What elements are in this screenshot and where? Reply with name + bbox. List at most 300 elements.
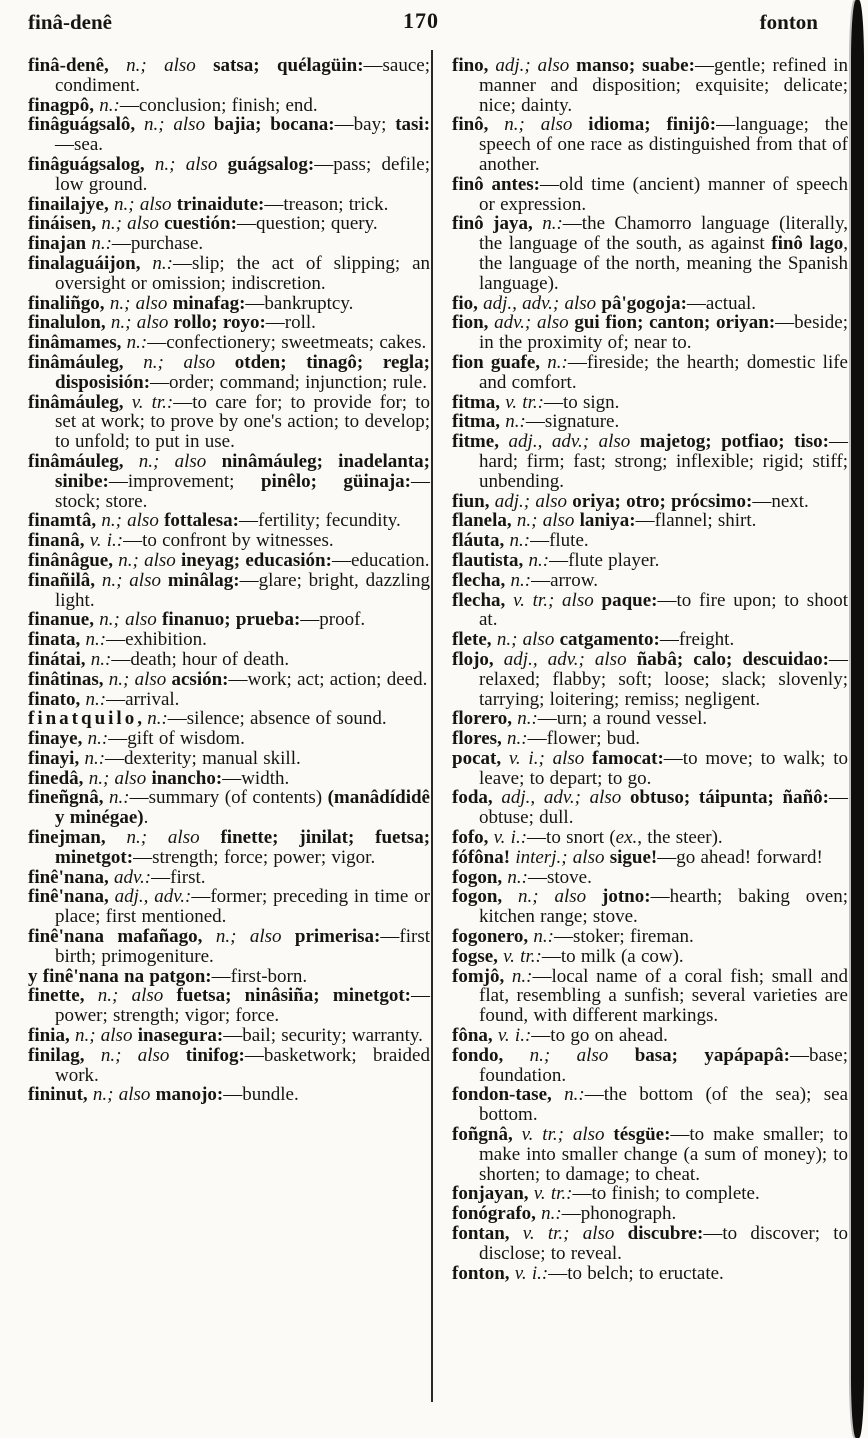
dictionary-entry xyxy=(28,788,430,828)
entry-text: otden; tinagô; regla; disposisión: xyxy=(55,351,430,393)
entry-text: idioma; finijô: xyxy=(588,114,717,136)
entry-headword: flores, xyxy=(452,728,508,750)
entry-text: —relaxed; flabby; soft; loose; slack; slovenly; tarrying; loitering; remiss; negligent. xyxy=(479,648,848,710)
entry-text: adj., adv.; also xyxy=(508,431,640,453)
entry-text: —arrow. xyxy=(531,569,598,591)
dictionary-entry xyxy=(28,313,430,333)
entry-headword: fomjô, xyxy=(452,965,512,987)
entry-text: finette; jinilat; fuetsa; minetgot: xyxy=(55,827,431,868)
entry-text: —former; preceding in time or place; first mentioned. xyxy=(55,886,430,928)
entry-text: n.; also xyxy=(88,767,152,789)
dictionary-entry xyxy=(28,531,430,551)
entry-text: —power; strength; vigor; force. xyxy=(55,985,430,1027)
entry-headword: finalulon, xyxy=(28,312,111,334)
dictionary-entry xyxy=(452,591,848,631)
entry-text: famocat: xyxy=(592,747,664,769)
dictionary-entry xyxy=(452,1125,848,1184)
entry-text: v. i.: xyxy=(89,530,124,552)
dictionary-entry xyxy=(452,650,848,709)
dictionary-entry xyxy=(452,1224,848,1264)
entry-text: —to milk (a cow). xyxy=(541,945,684,967)
dictionary-entry xyxy=(28,709,430,729)
entry-text: —dexterity; manual skill. xyxy=(105,747,301,769)
entry-headword: fófôna! xyxy=(452,846,516,868)
entry-text: —next. xyxy=(752,490,809,512)
entry-text: minâlag: xyxy=(167,569,240,591)
entry-headword: fofo, xyxy=(452,827,494,849)
entry-text: adj.; also xyxy=(495,55,577,76)
entry-text: laniya: xyxy=(579,510,636,532)
entry-text: n.: xyxy=(511,965,533,987)
entry-headword: finâmames, xyxy=(28,332,127,354)
entry-headword: finamtâ, xyxy=(28,510,102,532)
entry-headword: fondon-tase, xyxy=(452,1084,565,1106)
dictionary-entry xyxy=(28,828,430,868)
entry-headword: finânâgue, xyxy=(28,549,119,571)
entry-text: n.: xyxy=(510,569,532,591)
entry-text: n.; also xyxy=(138,450,222,472)
dictionary-entry xyxy=(28,155,430,195)
entry-text: n.: xyxy=(87,728,109,750)
entry-text: bajia; bocana: xyxy=(213,114,335,136)
entry-text: —slip; the act of slipping; an oversight or omission; indiscretion. xyxy=(55,252,431,294)
entry-text: n.: xyxy=(541,1203,562,1225)
entry-text: n.: xyxy=(533,926,554,948)
entry-text: —improvement; xyxy=(108,470,261,492)
dictionary-entry xyxy=(452,432,848,491)
entry-headword: finê'nana, xyxy=(28,886,115,908)
entry-headword: flanela, xyxy=(452,510,517,532)
entry-text: v. i.: xyxy=(493,827,528,849)
entry-text: pâ'gogoja: xyxy=(601,292,687,314)
entry-text: obtuso; táipunta; ñañô: xyxy=(629,787,829,809)
dictionary-entry xyxy=(28,96,430,116)
entry-headword: fininut, xyxy=(28,1084,93,1106)
entry-text: —the bottom (of the sea); sea bottom. xyxy=(479,1084,849,1126)
entry-headword: finâmáuleg, xyxy=(28,351,144,373)
entry-text: —hearth; baking oven; kitchen range; stove. xyxy=(479,886,848,928)
entry-text: —base; foundation. xyxy=(479,1044,848,1086)
entry-text: —width. xyxy=(222,767,290,789)
entry-text: —beside; in the proximity of; near to. xyxy=(479,312,848,354)
entry-text: ex. xyxy=(615,827,638,849)
entry-text: —to care for; to provide for; to set at work; to prove by one's action; to develop; to unfold; to put in use. xyxy=(55,391,431,453)
dictionary-entry xyxy=(28,56,430,96)
entry-text: —roll. xyxy=(265,312,316,334)
dictionary-entry xyxy=(452,175,848,215)
entry-headword: finayi, xyxy=(28,747,85,769)
dictionary-entry xyxy=(28,115,430,155)
entry-headword: pocat, xyxy=(452,747,509,769)
entry-text: adv.; also xyxy=(494,312,575,334)
entry-text: —to finish; to complete. xyxy=(572,1183,760,1205)
entry-text: n.: xyxy=(126,332,148,354)
entry-text: v. tr.: xyxy=(533,1183,573,1205)
entry-text: —education. xyxy=(331,549,430,571)
entry-text: n.; also xyxy=(118,549,181,571)
entry-text: fuetsa; ninâsiña; minetgot: xyxy=(176,985,411,1007)
entry-text: ñabâ; calo; descuidao: xyxy=(636,648,829,670)
entry-text: n.; also xyxy=(108,668,172,690)
entry-text: —to snort ( xyxy=(527,827,616,849)
entry-text: n.: xyxy=(90,648,112,670)
entry-headword: finia, xyxy=(28,1025,75,1047)
dictionary-entry xyxy=(452,887,848,927)
entry-headword: finê'nana, xyxy=(28,866,115,888)
dictionary-entry xyxy=(452,511,848,531)
entry-text: —order; command; injunction; rule. xyxy=(150,371,427,393)
entry-headword: fitme, xyxy=(452,431,509,453)
entry-text: —gentle; refined in manner and disposition; exquisite; delicate; nice; dainty. xyxy=(479,55,848,116)
dictionary-entry xyxy=(452,1026,848,1046)
entry-text: sigue! xyxy=(609,846,658,868)
entry-headword: fogon, xyxy=(452,886,519,908)
entry-text: adv.: xyxy=(114,866,152,888)
entry-headword: finâguágsalô, xyxy=(28,114,144,136)
entry-headword: finâ-denê, xyxy=(28,55,127,76)
dictionary-entry xyxy=(452,393,848,413)
entry-headword: finedâ, xyxy=(28,767,89,789)
entry-headword: fogon, xyxy=(452,866,508,888)
entry-text: —question; query. xyxy=(236,213,378,235)
entry-text: v. tr.; also xyxy=(521,1124,614,1146)
entry-text: adj., adv.; also xyxy=(483,292,602,314)
entry-text: catgamento: xyxy=(559,629,660,651)
entry-text: n.: xyxy=(507,866,528,888)
entry-text: gui fion; canton; oriyan: xyxy=(574,312,776,334)
entry-headword: finagpô, xyxy=(28,94,100,116)
entry-text: n.: xyxy=(84,747,106,769)
entry-text: —bail; security; warranty. xyxy=(223,1025,423,1047)
dictionary-entry xyxy=(452,967,848,1026)
entry-text: —signature. xyxy=(525,411,620,433)
dictionary-entry xyxy=(28,749,430,769)
dictionary-entry xyxy=(452,115,848,174)
dictionary-entry xyxy=(452,214,848,293)
entry-text: n.; also xyxy=(110,312,174,334)
dictionary-entry xyxy=(28,1085,430,1105)
entry-text: —death; hour of death. xyxy=(111,648,290,670)
entry-headword: flecha, xyxy=(452,589,514,611)
scan-edge-artifact xyxy=(851,0,864,1438)
dictionary-entry xyxy=(452,313,848,353)
dictionary-entry xyxy=(28,690,430,710)
entry-headword: flojo, xyxy=(452,648,504,670)
entry-headword: fitma, xyxy=(452,411,506,433)
dictionary-entry xyxy=(452,630,848,650)
entry-text: pinêlo; güinaja: xyxy=(260,470,411,492)
entry-headword: finô antes: xyxy=(452,173,541,195)
entry-text: n.; also xyxy=(126,55,214,76)
dictionary-entry xyxy=(28,452,430,511)
entry-text: interj.; also xyxy=(515,846,610,868)
entry-text: discubre: xyxy=(627,1223,704,1245)
entry-text: —to make smaller; to make into smaller change (a sum of money); to shorten; to damage; to cheat. xyxy=(479,1124,849,1185)
entry-text: n.: xyxy=(528,549,550,571)
entry-text: n.; also xyxy=(144,114,214,136)
entry-text: —flower; bud. xyxy=(527,728,640,750)
entry-text: n.: xyxy=(147,708,168,730)
entry-headword: finô, xyxy=(452,114,505,136)
page-header xyxy=(28,10,818,38)
entry-text: tinifog: xyxy=(185,1044,245,1066)
entry-text: —bundle. xyxy=(223,1084,299,1106)
entry-text: —actual. xyxy=(686,292,757,314)
dictionary-entry xyxy=(28,729,430,749)
entry-text: —first birth; primogeniture. xyxy=(55,926,430,967)
entry-text: —hard; firm; fast; strong; inflexible; rigid; stiff; unbending. xyxy=(479,431,848,492)
entry-text: —language; the speech of one race as distinguished from that of another. xyxy=(479,114,849,175)
entry-text: —proof. xyxy=(300,609,366,631)
dictionary-entry xyxy=(452,709,848,729)
entry-text: —purchase. xyxy=(111,233,204,255)
entry-headword: finañilâ, xyxy=(28,569,102,591)
entry-text: paque: xyxy=(601,589,658,611)
entry-headword: finalaguáijon, xyxy=(28,252,153,274)
entry-headword: finilag, xyxy=(28,1044,101,1066)
entry-text: , xyxy=(137,708,148,730)
entry-text: n.: xyxy=(547,351,568,373)
dictionary-entry xyxy=(452,749,848,789)
entry-text: tésgüe: xyxy=(613,1124,671,1146)
dictionary-entry xyxy=(28,670,430,690)
dictionary-entry xyxy=(452,788,848,828)
entry-headword: foda, xyxy=(452,787,502,809)
entry-headword: fiun, xyxy=(452,490,495,512)
entry-text: n.; also xyxy=(99,609,162,631)
dictionary-entry xyxy=(28,868,430,888)
entry-text: n.: xyxy=(564,1084,585,1106)
entry-text: —glare; bright, dazzling light. xyxy=(55,569,430,611)
entry-text: minafag: xyxy=(172,292,246,314)
entry-text: , the language of the north, meaning the Spanish language). xyxy=(479,233,849,294)
entry-text: inancho: xyxy=(151,767,223,789)
entry-text: —arrival. xyxy=(106,688,180,710)
entry-text: —to move; to walk; to leave; to depart; to go. xyxy=(479,747,848,789)
entry-text: manso; suabe: xyxy=(576,55,695,76)
entry-text: —stock; store. xyxy=(55,470,430,512)
entry-text: v. i.: xyxy=(497,1025,532,1047)
entry-headword: fonjayan, xyxy=(452,1183,534,1205)
dictionary-entry xyxy=(28,571,430,611)
entry-text: —gift of wisdom. xyxy=(108,728,245,750)
entry-text: —basketwork; braided work. xyxy=(55,1044,430,1086)
left-column xyxy=(28,56,430,1105)
dictionary-entry xyxy=(28,887,430,927)
entry-text: v. tr.; also xyxy=(513,589,602,611)
entry-text: —strength; force; power; vigor. xyxy=(133,846,376,868)
entry-text: —flute player. xyxy=(549,549,660,571)
entry-text: —stoker; fireman. xyxy=(554,926,694,948)
entry-headword: finê'nana mafañago, xyxy=(28,926,216,948)
entry-text: n.; also xyxy=(109,292,173,314)
entry-headword: y finê'nana na patgon: xyxy=(28,965,212,987)
entry-headword: florero, xyxy=(452,708,518,730)
right-column xyxy=(452,56,848,1283)
header-guide-word-right: fonton xyxy=(759,10,818,34)
entry-text: n.; also xyxy=(92,1084,156,1106)
entry-headword: fonógrafo, xyxy=(452,1203,542,1225)
dictionary-entry xyxy=(452,294,848,314)
entry-text: —flute. xyxy=(530,530,589,552)
entry-text: trinaidute: xyxy=(176,193,265,215)
dictionary-entry xyxy=(28,214,430,234)
entry-text: n.; also xyxy=(215,926,295,948)
entry-text: n.; also xyxy=(518,886,603,908)
entry-text: manojo: xyxy=(155,1084,224,1106)
entry-headword: finô jaya, xyxy=(452,213,543,235)
entry-text: n.; also xyxy=(114,193,177,215)
dictionary-entry xyxy=(28,630,430,650)
entry-text: —to discover; to disclose; to reveal. xyxy=(479,1223,849,1264)
entry-text: —stove. xyxy=(527,866,592,888)
entry-headword: fineñgnâ, xyxy=(28,787,109,809)
dictionary-entry xyxy=(452,492,848,512)
entry-text: oriya; otro; prócsimo: xyxy=(572,490,753,512)
entry-text: jotno: xyxy=(602,886,651,908)
entry-text: n.; also xyxy=(516,510,580,532)
entry-headword: finata, xyxy=(28,629,86,651)
entry-headword: flautista, xyxy=(452,549,529,571)
entry-text: , the steer). xyxy=(637,827,723,849)
entry-text: —freight. xyxy=(659,629,735,651)
entry-text: v. tr.: xyxy=(131,391,174,413)
entry-headword: finanâ, xyxy=(28,530,90,552)
entry-headword: finailajye, xyxy=(28,193,114,215)
entry-text: n.; also xyxy=(126,827,221,849)
entry-text: n.: xyxy=(91,233,112,255)
entry-headword: fogonero, xyxy=(452,926,534,948)
entry-headword: finejman, xyxy=(28,827,127,849)
entry-text: —exhibition. xyxy=(106,629,207,651)
dictionary-entry xyxy=(452,848,848,868)
entry-text: inasegura: xyxy=(137,1025,224,1047)
dictionary-entry xyxy=(452,1046,848,1086)
entry-text: ninâmáuleg; inadelanta; sinibe: xyxy=(55,450,431,492)
entry-text: n.: xyxy=(517,708,538,730)
entry-headword: fio, xyxy=(452,292,484,314)
entry-text: v. i.: xyxy=(514,1262,549,1284)
entry-text: adj., adv.; also xyxy=(501,787,630,809)
dictionary-entry xyxy=(28,333,430,353)
entry-text: . xyxy=(143,807,149,829)
dictionary-entry xyxy=(28,986,430,1026)
entry-text: tasi: xyxy=(395,114,431,136)
dictionary-entry xyxy=(28,1046,430,1086)
dictionary-entry xyxy=(28,927,430,967)
entry-headword: fondo, xyxy=(452,1044,530,1066)
entry-text: —sauce; condiment. xyxy=(55,55,431,96)
dictionary-entry xyxy=(452,947,848,967)
entry-text: satsa; quélagüin: xyxy=(213,55,364,76)
entry-headword: finâmáuleg, xyxy=(28,450,139,472)
entry-text: n.: xyxy=(505,411,526,433)
dictionary-entry xyxy=(452,927,848,947)
dictionary-entry xyxy=(28,234,430,254)
entry-headword: flete, xyxy=(452,629,497,651)
entry-headword: fôna, xyxy=(452,1025,498,1047)
entry-text: —summary (of contents) xyxy=(129,787,328,809)
entry-text: n.: xyxy=(509,530,531,552)
entry-text: n.; also xyxy=(143,351,235,373)
page-number: 170 xyxy=(403,8,439,33)
entry-text: basa; yapápapâ: xyxy=(634,1044,790,1066)
entry-headword: fináisen, xyxy=(28,213,102,235)
dictionary-entry xyxy=(452,551,848,571)
dictionary-entry xyxy=(28,769,430,789)
entry-headword: finanue, xyxy=(28,609,100,631)
dictionary-entry xyxy=(452,729,848,749)
entry-text: n.; also xyxy=(97,985,177,1007)
entry-text: —conclusion; finish; end. xyxy=(119,94,318,116)
dictionary-entry xyxy=(28,294,430,314)
dictionary-entry xyxy=(452,1264,848,1284)
entry-text: majetog; potfiao; tiso: xyxy=(639,431,829,453)
entry-text: v. tr.: xyxy=(505,391,544,413)
entry-text: ineyag; educasión: xyxy=(181,549,332,571)
entry-text: finô lago xyxy=(771,233,844,255)
entry-text: v. tr.; also xyxy=(522,1223,628,1245)
entry-text: primerisa: xyxy=(294,926,381,948)
dictionary-entry xyxy=(28,511,430,531)
entry-text: —fertility; fecundity. xyxy=(239,510,401,532)
entry-text: (manâdídidê y minégae) xyxy=(55,787,430,829)
entry-text: —first. xyxy=(151,866,206,888)
dictionary-entry xyxy=(28,551,430,571)
dictionary-entry xyxy=(452,56,848,115)
entry-text: —flannel; shirt. xyxy=(635,510,757,532)
entry-text: n.; also xyxy=(101,213,165,235)
entry-headword: finette, xyxy=(28,985,98,1007)
entry-text: —confectionery; sweetmeats; cakes. xyxy=(147,332,427,354)
entry-headword: finato, xyxy=(28,688,86,710)
entry-text: —work; act; action; deed. xyxy=(228,668,428,690)
entry-headword: finâtinas, xyxy=(28,668,109,690)
entry-text: —to go on ahead. xyxy=(531,1025,668,1047)
dictionary-entry xyxy=(28,393,430,452)
entry-text: n.: xyxy=(99,94,120,116)
entry-text: —first-born. xyxy=(211,965,308,987)
entry-text: n.: xyxy=(507,728,528,750)
entry-text: —bankruptcy. xyxy=(245,292,354,314)
entry-text: n.: xyxy=(109,787,130,809)
entry-headword: fino, xyxy=(452,55,496,76)
entry-text: —go ahead! forward! xyxy=(657,846,823,868)
entry-text: adj., adv.: xyxy=(114,886,192,908)
entry-text: —fireside; the hearth; domestic life and comfort. xyxy=(479,351,848,393)
entry-text: —to confront by witnesses. xyxy=(123,530,334,552)
entry-headword: fogse, xyxy=(452,945,504,967)
entry-text: n.; also xyxy=(529,1044,635,1066)
entry-text: v. i.; also xyxy=(508,747,593,769)
dictionary-entry xyxy=(452,828,848,848)
dictionary-entry xyxy=(28,195,430,215)
entry-text: —to belch; to eructate. xyxy=(548,1262,724,1284)
entry-headword: finaliñgo, xyxy=(28,292,110,314)
entry-text: n.; also xyxy=(100,1044,186,1066)
entry-text: —local name of a coral fish; small and flat, resembling a sunfish; several varieties are found, with different markings. xyxy=(479,965,848,1027)
entry-headword: foñgnâ, xyxy=(452,1124,522,1146)
entry-headword: fláuta, xyxy=(452,530,510,552)
entry-text: —to fire upon; to shoot at. xyxy=(479,589,848,631)
entry-text: fottalesa: xyxy=(164,510,239,532)
dictionary-entry xyxy=(28,254,430,294)
entry-headword: finâguágsalog, xyxy=(28,153,155,175)
entry-headword: finátai, xyxy=(28,648,91,670)
entry-text: n.; also xyxy=(496,629,560,651)
entry-text: v. tr.: xyxy=(503,945,542,967)
entry-text: n.; also xyxy=(154,153,228,175)
